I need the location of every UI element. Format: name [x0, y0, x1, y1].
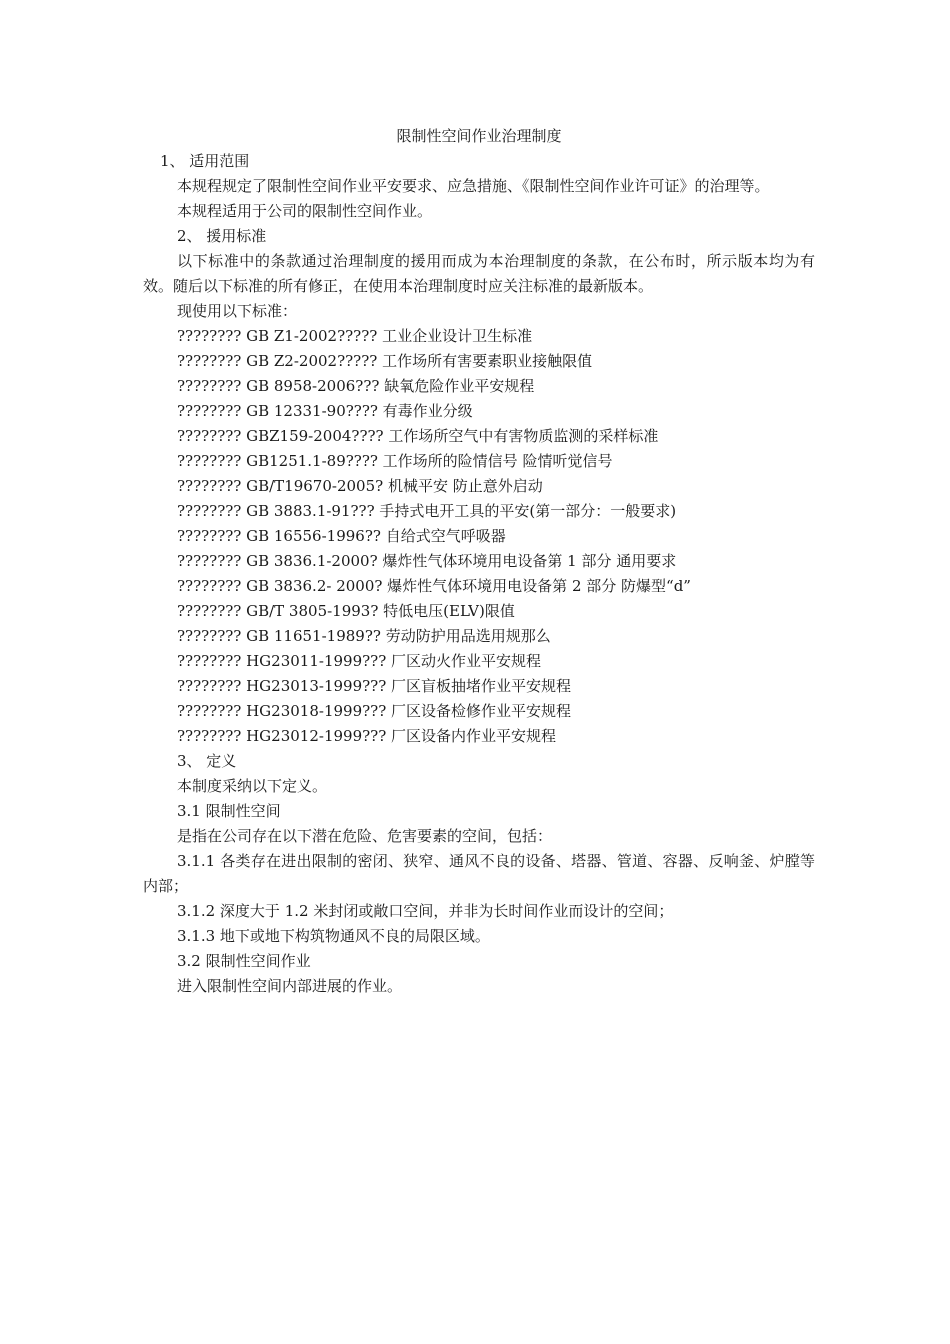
standard-item: ???????? GB 3883.1-91??? 手持式电开工具的平安(第一部分：一般要求) — [177, 502, 677, 520]
standard-item: ???????? GB 3836.2- 2000? 爆炸性气体环境用电设备第 2 部分 防爆型“d” — [177, 577, 691, 595]
definition-text-3-2: 进入限制性空间内部进展的作业。 — [177, 977, 403, 995]
standards-list — [143, 324, 815, 749]
section-heading-scope: 1、 适用范围 — [160, 152, 250, 170]
paragraph-references-2: 现使用以下标准： — [177, 302, 298, 320]
paragraph-definitions-intro: 本制度采纳以下定义。 — [177, 777, 328, 795]
standard-item: ???????? HG23013-1999??? 厂区盲板抽堵作业平安规程 — [177, 677, 572, 695]
definition-item-3-1-2: 3.1.2 深度大于 1.2 米封闭或敞口空间，并非为长时间作业而设计的空间； — [177, 902, 674, 920]
document-body — [143, 124, 815, 999]
standard-item: ???????? GB 11651-1989?? 劳动防护用品选用规那么 — [177, 627, 551, 645]
standard-item: ???????? GB1251.1-89???? 工作场所的险情信号 险情听觉信号 — [177, 452, 613, 470]
standard-item: ???????? GB 12331-90???? 有毒作业分级 — [177, 402, 473, 420]
definition-item-3-1-3: 3.1.3 地下或地下构筑物通风不良的局限区域。 — [177, 927, 490, 945]
standard-item: ???????? GB 8958-2006??? 缺氧危险作业平安规程 — [177, 377, 535, 395]
definition-heading-3-2: 3.2 限制性空间作业 — [177, 952, 311, 970]
standard-item: ???????? GB/T19670-2005? 机械平安 防止意外启动 — [177, 477, 543, 495]
paragraph-scope-1: 本规程规定了限制性空间作业平安要求、应急措施、《限制性空间作业许可证》的治理等。 — [177, 177, 770, 195]
definition-item-3-1-1: 3.1.1 各类存在进出限制的密闭、狭窄、通风不良的设备、塔器、管道、容器、反响釜、炉膛等内部； — [143, 852, 815, 895]
standard-item: ???????? GB Z2-2002????? 工作场所有害要素职业接触限值 — [177, 352, 593, 370]
standard-item: ???????? GB 3836.1-2000? 爆炸性气体环境用电设备第 1 部分 通用要求 — [177, 552, 677, 570]
document-title: 限制性空间作业治理制度 — [396, 127, 562, 145]
definition-heading-3-1: 3.1 限制性空间 — [177, 802, 281, 820]
standard-item: ???????? GBZ159-2004???? 工作场所空气中有害物质监测的采样标准 — [177, 427, 659, 445]
section-heading-references: 2、 援用标准 — [177, 227, 267, 245]
paragraph-references-1: 以下标准中的条款通过治理制度的援用而成为本治理制度的条款，在公布时，所示版本均为有效。随后以下标准的所有修正，在使用本治理制度时应关注标准的最新版本。 — [143, 252, 815, 295]
standard-item: ???????? HG23011-1999??? 厂区动火作业平安规程 — [177, 652, 542, 670]
standard-item: ???????? HG23018-1999??? 厂区设备检修作业平安规程 — [177, 702, 572, 720]
paragraph-scope-2: 本规程适用于公司的限制性空间作业。 — [177, 202, 433, 220]
standard-item: ???????? GB 16556-1996?? 自给式空气呼吸器 — [177, 527, 506, 545]
standard-item: ???????? HG23012-1999??? 厂区设备内作业平安规程 — [177, 727, 557, 745]
standard-item: ???????? GB Z1-2002????? 工业企业设计卫生标准 — [177, 327, 533, 345]
section-heading-definitions: 3、 定义 — [177, 752, 237, 770]
standard-item: ???????? GB/T 3805-1993? 特低电压(ELV)限值 — [177, 602, 515, 620]
definition-text-3-1: 是指在公司存在以下潜在危险、危害要素的空间，包括： — [177, 827, 553, 845]
